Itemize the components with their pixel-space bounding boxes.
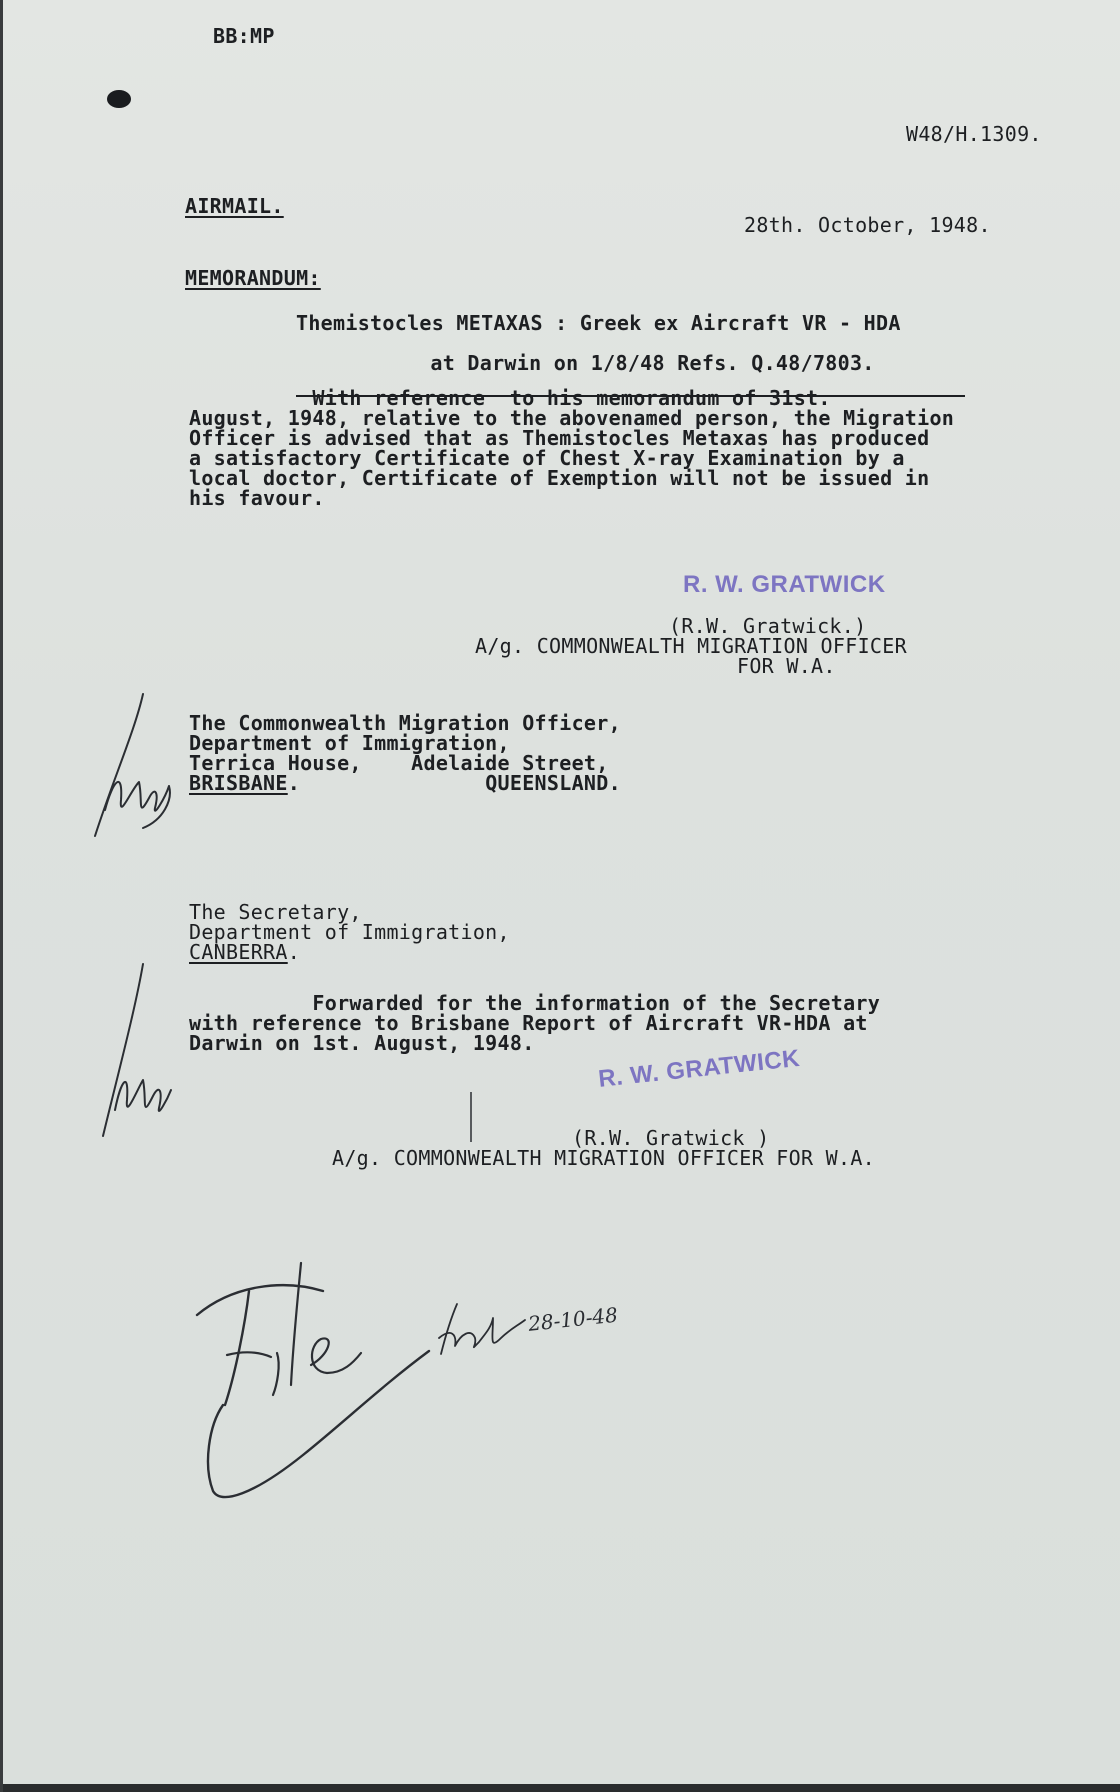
signatory-region: FOR W.A. [737, 654, 836, 678]
address2-line-2: Department of Immigration, [189, 920, 510, 944]
forward-signature-stamp: R. W. GRATWICK [597, 1044, 802, 1093]
handwritten-initials-3 [431, 1298, 527, 1358]
memo-body-line-3: Officer is advised that as Themistocles Metaxas has produced [189, 426, 930, 450]
address2-line-3: CANBERRA. [189, 940, 301, 964]
handwritten-date: 28-10-48 [527, 1302, 619, 1336]
memo-body-line-6: his favour. [189, 486, 325, 510]
address1-line-2: Department of Immigration, [189, 731, 510, 755]
signature-stamp: R. W. GRATWICK [683, 571, 886, 598]
pen-mark [469, 1092, 473, 1142]
address1-line-1: The Commonwealth Migration Officer, [189, 711, 621, 735]
address2-city: CANBERRA [189, 940, 288, 964]
subject-line-1: Themistocles METAXAS : Greek ex Aircraft VR - HDA [296, 311, 901, 335]
signatory-title: A/g. COMMONWEALTH MIGRATION OFFICER [475, 634, 907, 658]
handwritten-initials-2 [95, 960, 185, 1140]
page-bottom-edge [3, 1784, 1120, 1792]
memo-body-line-2: August, 1948, relative to the abovenamed person, the Migration [189, 406, 955, 430]
signatory-name: (R.W. Gratwick.) [669, 614, 867, 638]
forward-signatory-title: A/g. COMMONWEALTH MIGRATION OFFICER FOR W.A. [332, 1146, 876, 1170]
memo-body-line-5: local doctor, Certificate of Exemption will not be issued in [189, 466, 930, 490]
file-reference: W48/H.1309. [906, 122, 1042, 146]
document-date: 28th. October, 1948. [744, 213, 991, 237]
memorandum-label: MEMORANDUM: [185, 266, 321, 290]
address1-line-4: BRISBANE. QUEENSLAND. [189, 771, 621, 795]
memo-body-line-4: a satisfactory Certificate of Chest X-ray Examination by a [189, 446, 905, 470]
ink-blot [105, 88, 133, 110]
handwritten-file-note [193, 1255, 433, 1505]
handwritten-initials-1 [83, 690, 193, 840]
address1-line-3: Terrica House, Adelaide Street, [189, 751, 609, 775]
forward-body-line-1: Forwarded for the information of the Secretary [189, 991, 881, 1015]
address2-line-1: The Secretary, [189, 900, 362, 924]
forward-body-line-2: with reference to Brisbane Report of Aircraft VR-HDA at [189, 1011, 868, 1035]
memo-body-line-1: With reference to his memorandum of 31st. [189, 386, 831, 410]
typist-initials: BB:MP [213, 24, 275, 48]
forward-signatory-name: (R.W. Gratwick ) [572, 1126, 770, 1150]
delivery-method: AIRMAIL. [185, 194, 284, 218]
address1-city: BRISBANE [189, 771, 288, 795]
forward-body-line-3: Darwin on 1st. August, 1948. [189, 1031, 535, 1055]
subject-line-2: at Darwin on 1/8/48 Refs. Q.48/7803. [296, 333, 965, 397]
